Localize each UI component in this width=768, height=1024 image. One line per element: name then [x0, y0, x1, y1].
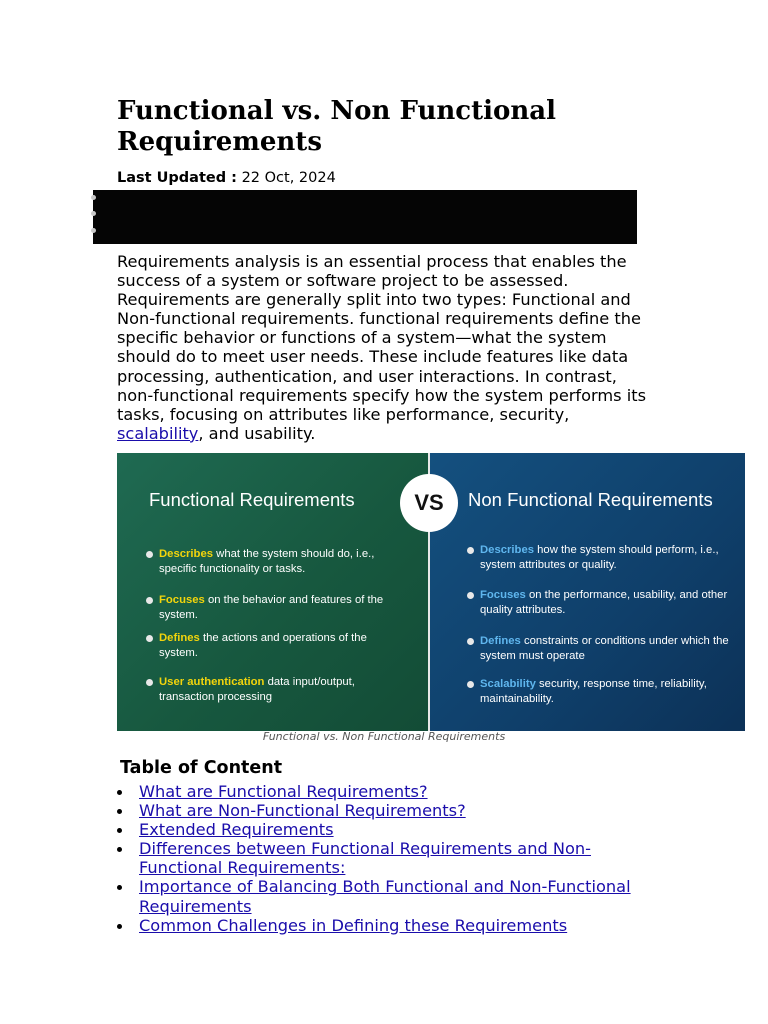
item-text: data input/output, transaction processing [159, 676, 355, 703]
functional-item [146, 631, 404, 661]
toolbar-bullet-dot [91, 228, 96, 233]
comparison-figure [117, 453, 745, 731]
toc-link-non-functional[interactable]: What are Non-Functional Requirements? [139, 801, 466, 821]
toc-link-differences[interactable]: Differences between Functional Requirements and Non-Functional Requirements: [139, 839, 591, 878]
toolbar-bullet-dot [91, 195, 96, 200]
toc-link-functional[interactable]: What are Functional Requirements? [139, 782, 428, 801]
item-keyword: Describes [480, 544, 535, 556]
item-keyword: Defines [480, 635, 521, 647]
non-functional-panel [430, 453, 745, 731]
non-functional-item [467, 677, 742, 707]
non-functional-item [467, 634, 742, 664]
intro-paragraph [117, 252, 657, 443]
toolbar-bullet-dot [91, 211, 96, 216]
item-text: what the system should do, i.e., specific functionality or tasks. [159, 548, 375, 575]
functional-panel-title: Functional Requirements [149, 489, 355, 510]
toc-link-importance[interactable]: Importance of Balancing Both Functional and Non-Functional Requirements [139, 877, 631, 916]
functional-item [146, 593, 404, 623]
toc-link-challenges[interactable]: Common Challenges in Defining these Requirements [139, 915, 568, 935]
item-text: constraints or conditions under which the system must operate [480, 635, 729, 662]
functional-item [146, 675, 404, 705]
article-title: Functional vs. Non Functional Requirements [117, 96, 556, 157]
functional-panel [117, 453, 428, 731]
toc-item [117, 839, 657, 877]
non-functional-item [467, 588, 742, 618]
item-keyword: Scalability [480, 678, 536, 690]
toc-heading: Table of Content [120, 758, 283, 778]
intro-text: Requirements analysis is an essential process that enables the success of a system or software project to be assessed. Requirements are generally split into two types: Functional and Non-functional requirements. functional requirements define the specific behavior or functions of a system—what the system should do to meet user needs. These include features like data processing, authentication, and user interactions. In contrast, non-functional requirements specify how the system performs its tasks, focusing on attributes like performance, security, [117, 252, 647, 424]
item-keyword: Describes [159, 548, 214, 560]
item-keyword: Focuses [480, 589, 526, 601]
item-keyword: User authentication [159, 676, 265, 688]
vs-badge: VS [400, 474, 458, 532]
toc-link-extended[interactable]: Extended Requirements [139, 820, 334, 840]
last-updated-label: Last Updated : [117, 170, 237, 186]
figure-caption: Functional vs. Non Functional Requirements [262, 730, 506, 743]
item-text: on the behavior and features of the system. [159, 594, 384, 621]
last-updated [117, 169, 336, 187]
toc-item [117, 820, 657, 839]
scalability-link[interactable]: scalability [117, 423, 199, 443]
table-of-contents [117, 782, 657, 935]
share-toolbar-bar [93, 190, 637, 244]
item-text: the actions and operations of the system. [159, 632, 367, 659]
functional-item [146, 547, 404, 577]
item-text: on the performance, usability, and other quality attributes. [480, 589, 728, 616]
item-keyword: Defines [159, 632, 200, 644]
intro-text-end: , and usability. [198, 423, 316, 443]
toc-item [117, 916, 657, 935]
non-functional-panel-title: Non Functional Requirements [468, 489, 713, 510]
toc-item [117, 877, 657, 915]
last-updated-date: 22 Oct, 2024 [241, 170, 336, 186]
item-text: security, response time, reliability, maintainability. [480, 678, 707, 705]
toc-item [117, 801, 657, 820]
item-text: how the system should perform, i.e., system attributes or quality. [480, 544, 719, 571]
item-keyword: Focuses [159, 594, 205, 606]
toc-item [117, 782, 657, 801]
non-functional-item [467, 543, 742, 573]
